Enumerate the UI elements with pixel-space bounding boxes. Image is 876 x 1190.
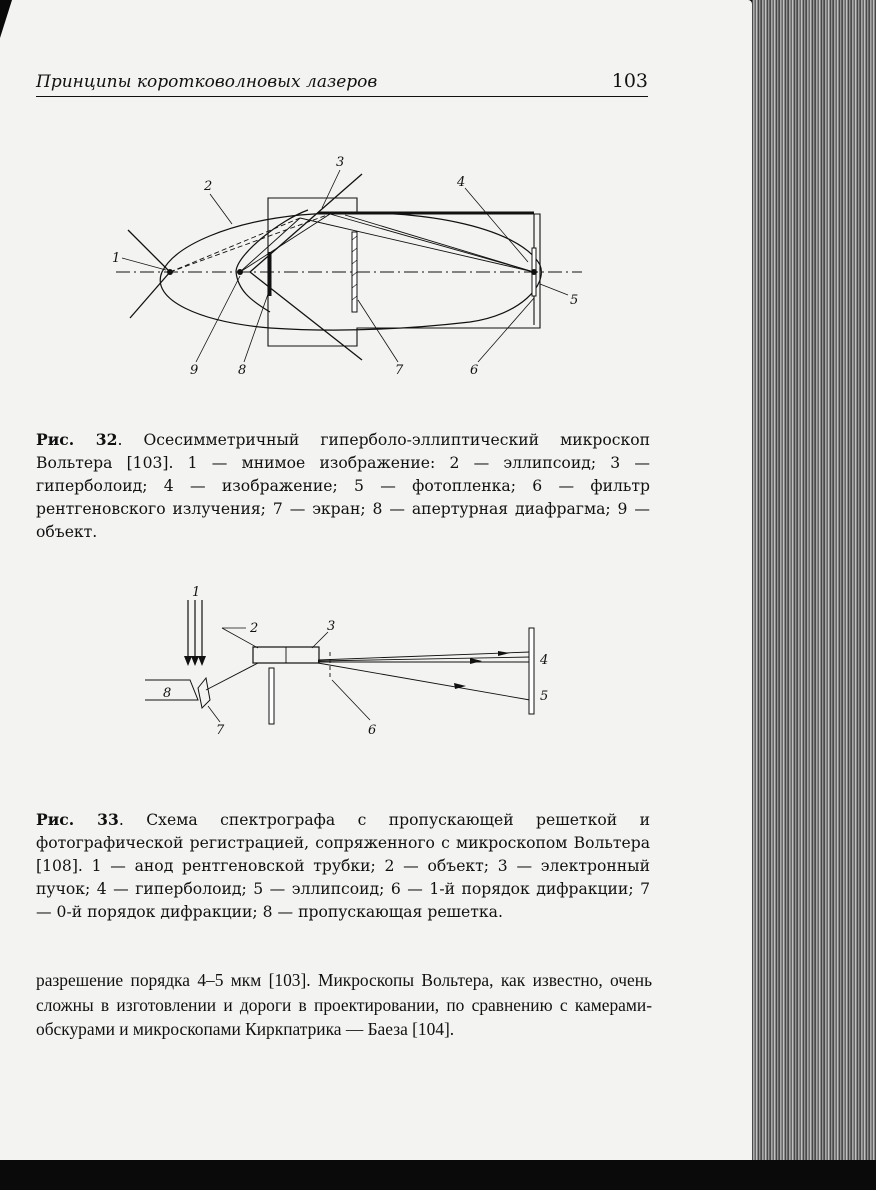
fig32-label-8: 8 [238,363,247,378]
fig33-label-1: 1 [192,585,201,600]
scan-border [0,1160,876,1190]
fig33-label-4: 4 [540,653,549,668]
fig32-label-4: 4 [457,175,466,190]
fig33-label-2: 2 [250,621,259,636]
fig32-label-7: 7 [395,363,404,378]
fig32-label-9: 9 [190,363,199,378]
fig32-label-5: 5 [570,293,579,308]
fig32-label-1: 1 [112,251,121,266]
fig32-label-6: 6 [470,363,479,378]
figure-33-caption-label: Рис. 33 [36,810,119,829]
figure-32-caption-label: Рис. 32 [36,430,118,449]
fig33-label-6: 6 [368,723,377,738]
page-number: 103 [611,70,648,92]
running-title: Принципы коротковолновых лазеров [36,72,378,92]
figure-33-caption [36,808,650,924]
fig32-label-2: 2 [204,179,213,194]
book-page-edges [752,0,876,1190]
fig33-label-8: 8 [163,686,172,701]
fig33-label-7: 7 [216,723,225,738]
body-paragraph: разрешение порядка 4–5 мкм [103]. Микроскопы Вольтера, как известно, очень сложны в изготовлении и дороги в проектировании, по сравнению с камерами-обскурами и микроскопами Киркпатрика — Баеза [104]. [36,970,652,1039]
fig32-label-3: 3 [336,155,345,170]
fig33-label-5: 5 [540,689,549,704]
figure-32-caption-text: . Осесимметричный гиперболо-эллиптический микроскоп Вольтера [103]. 1 — мнимое изображение: 2 — эллипсоид; 3 — гиперболоид; 4 — изображение; 5 — фотопленка; 6 — фильтр рентгеновского излучения; 7 — экран; 8 — апертурная диафрагма; 9 — объект. [36,431,650,541]
figure-33-caption-text: . Схема спектрографа с пропускающей решеткой и фотографической регистрацией, сопряженного с микроскопом Вольтера [108]. 1 — анод рентгеновской трубки; 2 — объект; 3 — электронный пучок; 4 — гиперболоид; 5 — эллипсоид; 6 — 1-й порядок дифракции; 7 — 0-й порядок дифракции; 8 — пропускающая решетка. [36,811,650,921]
fig33-label-3: 3 [327,619,336,634]
